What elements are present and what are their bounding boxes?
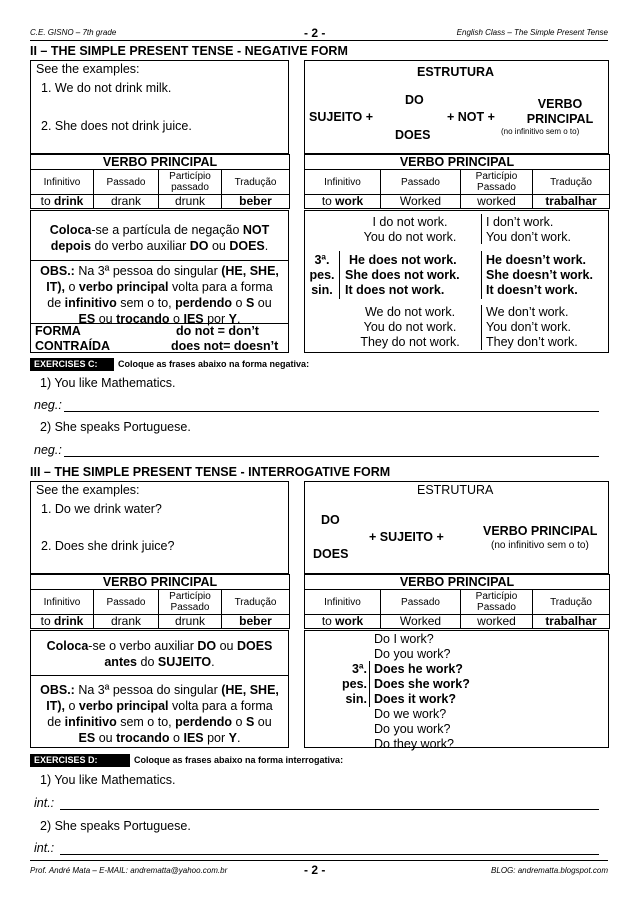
col-traducao: Tradução (222, 170, 290, 195)
exercises-d-label: EXERCISES D: (34, 755, 98, 765)
footer-left: Prof. André Mata – E-MAIL: andrematta@yahoo.com.br (30, 866, 228, 875)
exercises-c-bar (30, 358, 350, 371)
exercises-d-bar (30, 754, 380, 767)
cell-translation: beber (222, 615, 290, 629)
cell-infinitive: to drink (31, 615, 94, 629)
col-traducao: Tradução (222, 590, 290, 615)
interrogative-obs-text: OBS.: Na 3ª pessoa do singular (HE, SHE, IT), o verbo principal volta para a forma de infinitivo sem o to, perdendo o S ou ES ou trocando o IES por Y. (40, 683, 279, 745)
third-person-label: 3ª. pes. sin. (309, 253, 335, 297)
interrogative-conjugation-box (304, 630, 609, 751)
negative-short-bottom: We don’t work. You don’t work. They don’t work. (486, 305, 578, 349)
exercise-c-answer-2-label: neg.: (34, 443, 62, 457)
column-divider (369, 661, 370, 707)
negative-example-1: 1. We do not drink milk. (41, 81, 172, 95)
interrogative-example-1: 1. Do we drink water? (41, 502, 162, 516)
negative-examples-box (30, 60, 289, 154)
exercise-d-answer-2-label: int.: (34, 841, 55, 855)
exercise-d-question-1: 1) You like Mathematics. (40, 773, 176, 787)
cell-participle: drunk (159, 615, 222, 629)
negative-short-top: I don’t work. You don’t work. (486, 215, 572, 244)
column-divider (481, 214, 482, 244)
structure-do: DO (405, 93, 424, 107)
negative-full-bottom: We do not work. You do not work. They do not work. (360, 305, 460, 349)
see-examples-label: See the examples: (36, 483, 140, 497)
interrogative-rules-box (30, 630, 289, 748)
col-passado: Passado (94, 170, 159, 195)
negative-structure-box (304, 60, 609, 154)
cell-infinitive: to drink (31, 195, 94, 209)
col-infinitivo: Infinitivo (31, 590, 94, 615)
contracted-form-values: do not = don’t does not= doesn’t (171, 324, 279, 353)
col-participio: Particípio passado (159, 170, 222, 195)
structure-principal: PRINCIPAL (526, 112, 594, 126)
verb-table-work (304, 574, 610, 629)
verb-table-drink (30, 574, 290, 629)
negative-full-mid: He does not work. She does not work. It does not work. (345, 253, 460, 297)
question-bottom: Do we work? Do you work? Do they work? (374, 707, 454, 751)
exercise-d-answer-1-line[interactable] (60, 809, 599, 810)
estrutura-title: ESTRUTURA (417, 65, 495, 79)
column-divider (481, 305, 482, 350)
column-divider (339, 251, 340, 299)
column-divider (481, 251, 482, 299)
exercise-c-answer-1-line[interactable] (64, 411, 599, 412)
col-traducao: Tradução (533, 170, 610, 195)
structure-verbo-principal: VERBO PRINCIPAL (483, 524, 598, 538)
section2-title: II – THE SIMPLE PRESENT TENSE - NEGATIVE FORM (30, 44, 348, 58)
structure-does: DOES (395, 128, 431, 142)
section3-title: III – THE SIMPLE PRESENT TENSE - INTERROGATIVE FORM (30, 465, 391, 479)
cell-past: drank (94, 195, 159, 209)
cell-translation: trabalhar (533, 195, 610, 209)
negative-rule-text: Coloca-se a partícula de negação NOT depois do verbo auxiliar DO ou DOES. (49, 223, 270, 253)
cell-participle: worked (461, 195, 533, 209)
header-left: C.E. GISNO – 7th grade (30, 28, 117, 37)
cell-infinitive: to work (305, 195, 381, 209)
divider (31, 260, 288, 261)
cell-participle: drunk (159, 195, 222, 209)
structure-verbo: VERBO (537, 97, 583, 111)
col-participio: Particípio Passado (461, 590, 533, 615)
header-divider (30, 40, 608, 41)
structure-do: DO (321, 513, 340, 527)
negative-full-top: I do not work. You do not work. (363, 215, 457, 244)
cell-past: Worked (381, 195, 461, 209)
estrutura-title: ESTRUTURA (417, 483, 494, 497)
structure-infinitive-note: (no infinitivo sem o to) (491, 540, 589, 551)
col-participio: Particípio Passado (461, 170, 533, 195)
divider (31, 675, 288, 676)
negative-example-2: 2. She does not drink juice. (41, 119, 192, 133)
col-participio: Particípio Passado (159, 590, 222, 615)
verb-table-drink (30, 154, 290, 209)
exercise-d-answer-2-line[interactable] (60, 854, 599, 855)
exercise-c-question-1: 1) You like Mathematics. (40, 376, 176, 390)
header-right: English Class – The Simple Present Tense (456, 28, 608, 37)
cell-translation: beber (222, 195, 290, 209)
footer-page-number: - 2 - (304, 863, 326, 877)
exercise-c-answer-1-label: neg.: (34, 398, 62, 412)
verb-table-title: VERBO PRINCIPAL (31, 575, 290, 590)
structure-plus-not: + NOT + (447, 110, 495, 124)
col-traducao: Tradução (533, 590, 610, 615)
exercise-d-answer-1-label: int.: (34, 796, 55, 810)
col-passado: Passado (381, 590, 461, 615)
verb-table-work (304, 154, 610, 209)
interrogative-example-2: 2. Does she drink juice? (41, 539, 175, 553)
cell-participle: worked (461, 615, 533, 629)
question-top: Do I work? Do you work? (374, 632, 451, 661)
exercises-c-label: EXERCISES C: (34, 359, 98, 369)
negative-rules-box (30, 210, 289, 353)
structure-plus-subject: + SUJEITO + (369, 530, 444, 544)
structure-subject: SUJEITO + (309, 110, 374, 124)
header-page-number: - 2 - (304, 26, 326, 40)
exercises-d-instruction: Coloque as frases abaixo na forma interrogativa: (130, 754, 388, 767)
footer-right: BLOG: andrematta.blogspot.com (491, 866, 608, 875)
exercises-c-instruction: Coloque as frases abaixo na forma negativa: (114, 358, 358, 371)
exercise-d-question-2: 2) She speaks Portuguese. (40, 819, 191, 833)
cell-translation: trabalhar (533, 615, 610, 629)
col-infinitivo: Infinitivo (31, 170, 94, 195)
col-passado: Passado (381, 170, 461, 195)
interrogative-structure-box (304, 481, 609, 574)
footer-divider (30, 860, 608, 861)
negative-short-mid: He doesn’t work. She doesn’t work. It doesn’t work. (486, 253, 593, 297)
cell-past: drank (94, 615, 159, 629)
verb-table-title: VERBO PRINCIPAL (31, 155, 290, 170)
col-passado: Passado (94, 590, 159, 615)
cell-past: Worked (381, 615, 461, 629)
col-infinitivo: Infinitivo (305, 170, 381, 195)
col-infinitivo: Infinitivo (305, 590, 381, 615)
structure-infinitive-note: (no infinitivo sem o to) (501, 127, 580, 136)
exercise-c-answer-2-line[interactable] (64, 456, 599, 457)
structure-does: DOES (313, 547, 349, 561)
contracted-form-label: FORMA CONTRAÍDA (35, 324, 110, 353)
cell-infinitive: to work (305, 615, 381, 629)
verb-table-title: VERBO PRINCIPAL (305, 155, 610, 170)
exercise-c-question-2: 2) She speaks Portuguese. (40, 420, 191, 434)
negative-conjugation-box (304, 210, 609, 353)
interrogative-rule-text: Coloca-se o verbo auxiliar DO ou DOES antes do SUJEITO. (46, 639, 273, 669)
see-examples-label: See the examples: (36, 62, 140, 76)
negative-obs-text: OBS.: Na 3ª pessoa do singular (HE, SHE, IT), o verbo principal volta para a forma de infinitivo sem o to, perdendo o S ou ES ou trocando o IES por Y. (40, 264, 279, 326)
third-person-label: 3ª. pes. sin. (341, 662, 367, 706)
interrogative-examples-box (30, 481, 289, 574)
verb-table-title: VERBO PRINCIPAL (305, 575, 610, 590)
question-mid: Does he work? Does she work? Does it work? (374, 662, 470, 706)
